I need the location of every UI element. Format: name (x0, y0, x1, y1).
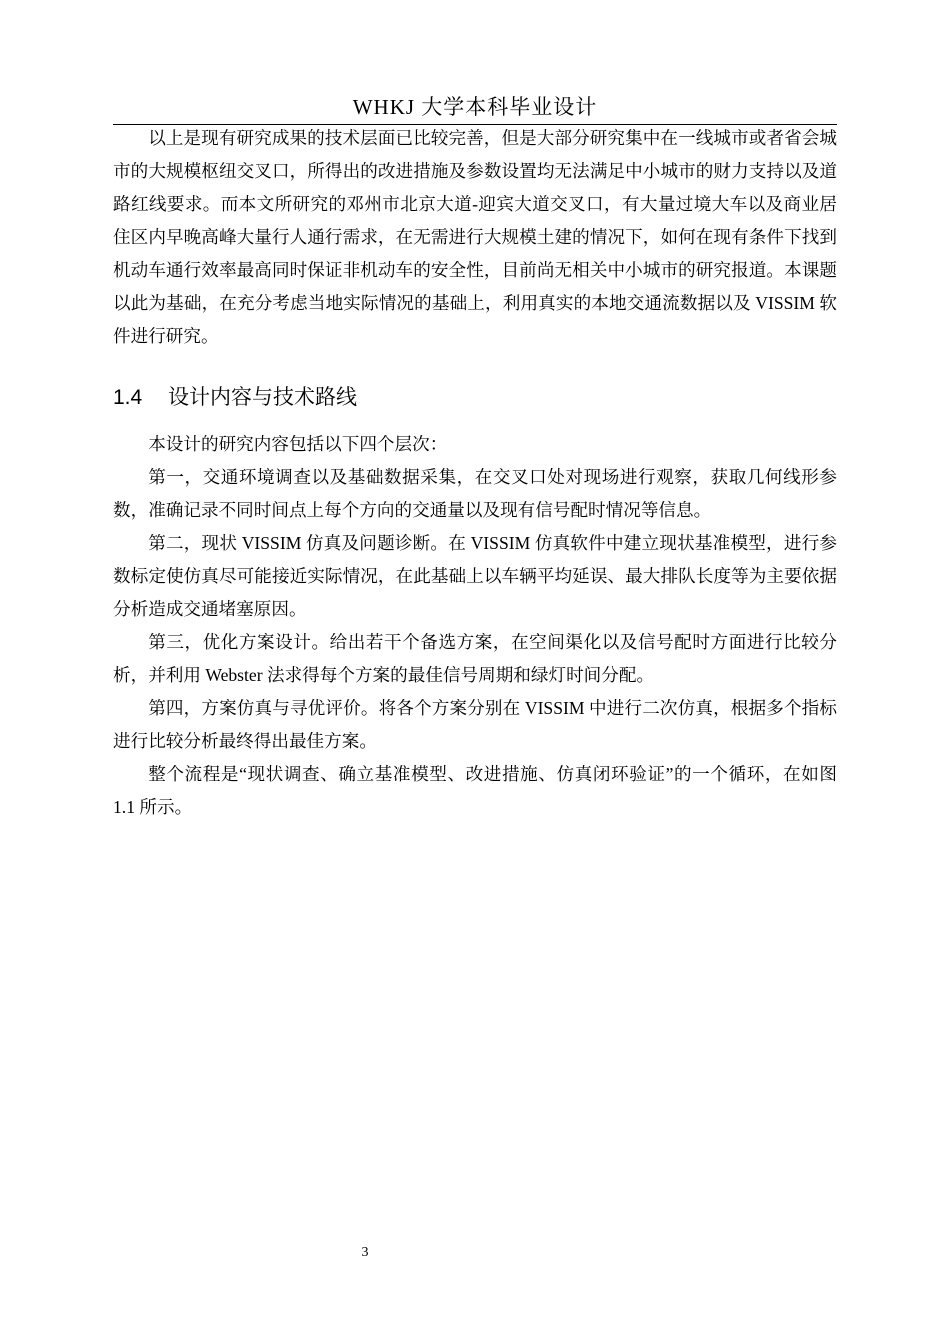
body-paragraph-summary: 整个流程是“现状调查、确立基准模型、改进措施、仿真闭环验证”的一个循环，在如图 1.1 所示。 (113, 764, 837, 817)
header-title: WHKJ 大学本科毕业设计 (352, 95, 598, 119)
section-number: 1.4 (113, 386, 143, 409)
body-paragraph-step-3: 第三，优化方案设计。给出若干个备选方案，在空间渠化以及信号配时方面进行比较分析，并利用 Webster 法求得每个方案的最佳信号周期和绿灯时间分配。 (113, 632, 837, 685)
body-paragraph-step-2: 第二，现状 VISSIM 仿真及问题诊断。在 VISSIM 仿真软件中建立现状基准模型，进行参数标定使仿真尽可能接近实际情况，在此基础上以车辆平均延误、最大排队长度等为主要依据分析造成交通堵塞原因。 (113, 533, 837, 619)
body-paragraph-step-4: 第四，方案仿真与寻优评价。将各个方案分别在 VISSIM 中进行二次仿真，根据多个指标进行比较分析最终得出最佳方案。 (113, 698, 837, 751)
intro-paragraph: 以上是现有研究成果的技术层面已比较完善，但是大部分研究集中在一线城市或者省会城市的大规模枢纽交叉口，所得出的改进措施及参数设置均无法满足中小城市的财力支持以及道路红线要求。而本文所研究的邓州市北京大道-迎宾大道交叉口，有大量过境大车以及商业居住区内早晚高峰大量行人通行需求，在无需进行大规模土建的情况下，如何在现有条件下找到机动车通行效率最高同时保证非机动车的安全性，目前尚无相关中小城市的研究报道。本课题以此为基础，在充分考虑当地实际情况的基础上，利用真实的本地交通流数据以及 VISSIM 软件进行研究。 (113, 128, 837, 346)
body-paragraph-intro: 本设计的研究内容包括以下四个层次： (148, 434, 448, 454)
page-header (113, 91, 837, 125)
body-paragraph-step-1: 第一，交通环境调查以及基础数据采集，在交叉口处对现场进行观察，获取几何线形参数，准确记录不同时间点上每个方向的交通量以及现有信号配时情况等信息。 (113, 467, 837, 520)
intro-block (113, 122, 837, 353)
section-title: 设计内容与技术路线 (168, 386, 357, 409)
section-heading (113, 378, 837, 418)
page-number: 3 (361, 1245, 369, 1260)
section-body (113, 428, 837, 824)
